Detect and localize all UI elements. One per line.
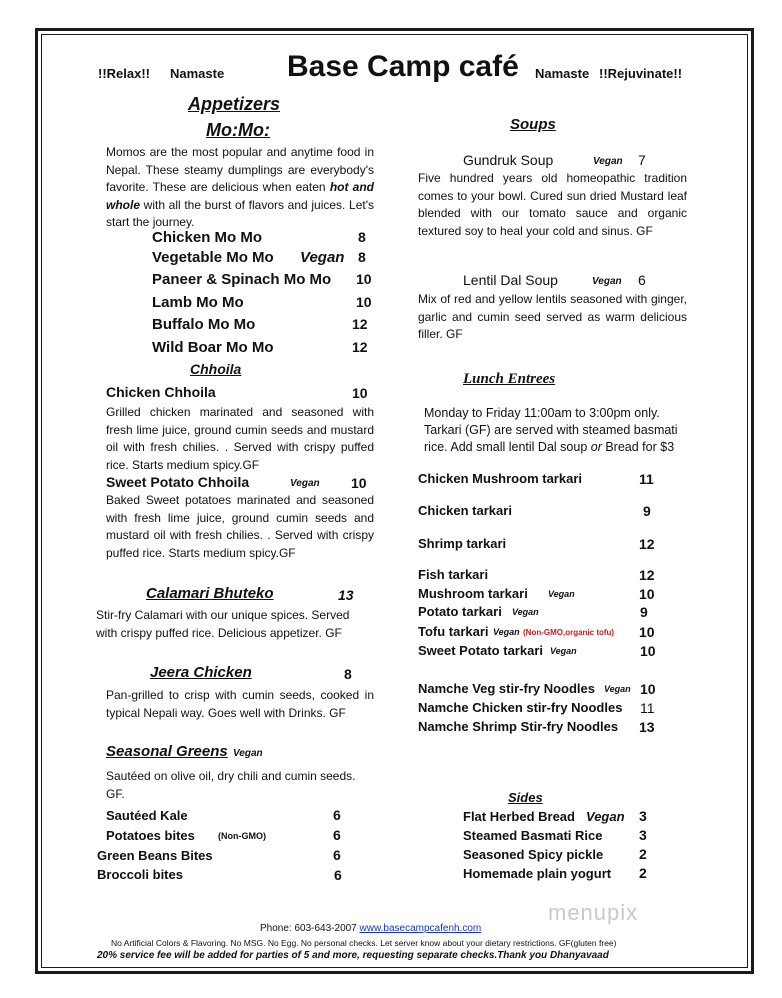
vegan-badge: Vegan	[550, 646, 577, 656]
entree-item-name: Sweet Potato tarkari	[418, 643, 543, 658]
momo-item-name: Lamb Mo Mo	[152, 294, 244, 311]
momo-item-name: Buffalo Mo Mo	[152, 316, 256, 333]
entree-item-name: Potato tarkari	[418, 604, 502, 619]
chicken-chhoila-name: Chicken Chhoila	[106, 384, 216, 400]
momo-item-price: 12	[352, 339, 368, 355]
vegan-badge: Vegan	[586, 809, 625, 824]
vegan-badge: Vegan	[290, 478, 320, 489]
gundruk-soup-name: Gundruk Soup	[463, 152, 554, 168]
side-item-name: Homemade plain yogurt	[463, 866, 612, 881]
chicken-chhoila-price: 10	[352, 385, 368, 401]
lentil-soup-price: 6	[638, 272, 646, 288]
page-title: Base Camp café	[287, 50, 519, 83]
vegan-badge: Vegan	[300, 249, 345, 266]
footer-contact	[260, 923, 481, 934]
sweet-potato-chhoila-name: Sweet Potato Chhoila	[106, 474, 250, 490]
lunch-hours: Monday to Friday 11:00am to 3:00pm only.	[424, 406, 660, 420]
greens-item-name: Green Beans Bites	[97, 848, 213, 863]
momo-item-name: Wild Boar Mo Mo	[152, 339, 274, 356]
side-item-name: Seasoned Spicy pickle	[463, 847, 604, 862]
lunch-add-on-note: rice. Add small lentil Dal soup or Bread for $3	[424, 440, 675, 454]
greens-item-name: Potatoes bites	[106, 828, 195, 843]
entree-item-name: Chicken tarkari	[418, 503, 512, 518]
momo-heading: Mo:Mo:	[206, 120, 270, 140]
header-right-greeting: Namaste	[535, 66, 590, 81]
vegan-badge: Vegan	[593, 156, 623, 167]
noodle-item-name: Namche Chicken stir-fry Noodles	[418, 700, 623, 715]
noodle-item-price: 10	[640, 681, 656, 697]
lentil-soup-name: Lentil Dal Soup	[463, 272, 558, 288]
noodle-item-name: Namche Shrimp Stir-fry Noodles	[418, 719, 619, 734]
vegan-badge: Vegan	[592, 276, 622, 287]
gundruk-soup-description: Five hundred years old homeopathic tradition comes to your bowl. Cured sun dried Mustard leaf blended with our tomato sauce and organic textured soy to heal your cold and sinus. GF	[418, 171, 687, 238]
chhoila-heading: Chhoila	[190, 361, 242, 377]
entree-item-name: Chicken Mushroom tarkari	[418, 471, 582, 486]
momo-item-price: 8	[358, 229, 366, 245]
side-item-name: Steamed Basmati Rice	[463, 828, 603, 843]
vegan-badge: Vegan	[604, 684, 631, 694]
sweet-potato-chhoila-price: 10	[351, 475, 367, 491]
footer-service-fee: 20% service fee will be added for parties of 5 and more, requesting separate checks.Thank you Dhanyavaad	[97, 950, 609, 961]
jeera-chicken-description: Pan-grilled to crisp with cumin seeds, cooked in typical Nepali way. Goes well with Drinks. GF	[106, 688, 374, 720]
lentil-soup-description: Mix of red and yellow lentils seasoned with ginger, garlic and cumin seed served as warm delicious filler. GF	[418, 292, 687, 341]
header-right-tag: !!Rejuvinate!!	[599, 66, 683, 81]
noodle-item-name: Namche Veg stir-fry Noodles	[418, 681, 595, 696]
jeera-chicken-heading: Jeera Chicken	[150, 664, 252, 681]
momo-item-price: 8	[358, 249, 366, 265]
momo-item-price: 12	[352, 316, 368, 332]
momo-item-price: 10	[356, 271, 372, 287]
lunch-tarkari-note: Tarkari (GF) are served with steamed basmati	[424, 423, 678, 437]
side-item-price: 3	[639, 827, 647, 843]
soups-heading: Soups	[510, 116, 556, 133]
entree-item-price: 9	[640, 604, 648, 620]
vegan-badge: Vegan	[493, 627, 520, 637]
vegan-badge: Vegan	[233, 748, 263, 759]
greens-item-price: 6	[333, 807, 341, 823]
calamari-heading: Calamari Bhuteko	[146, 585, 274, 602]
entree-item-price: 12	[639, 536, 655, 552]
greens-item-price: 6	[334, 867, 342, 883]
momo-description: Momos are the most popular and anytime food in Nepal. These steamy dumplings are everybody's favorite. These are delicious when eaten hot and whole with all the burst of flavors and juices. Let's start the journey.	[106, 145, 375, 229]
momo-item-price: 10	[356, 294, 372, 310]
greens-item-price: 6	[333, 847, 341, 863]
entree-item-name: Fish tarkari	[418, 567, 489, 582]
vegan-badge: Vegan	[512, 607, 539, 617]
vegan-badge: Vegan	[548, 589, 575, 599]
noodle-item-price: 13	[639, 719, 655, 735]
seasonal-greens-description: Sautéed on olive oil, dry chili and cumin seeds. GF.	[106, 769, 356, 801]
greens-item-price: 6	[333, 827, 341, 843]
seasonal-greens-heading: Seasonal Greens	[106, 743, 228, 760]
sweet-potato-chhoila-description: Baked Sweet potatoes marinated and seasoned with fresh lime juice, ground cumin seeds and mustard oil with fresh chilies. . Served with crispy puffed rice. Starts medium spicy.GF	[106, 493, 374, 560]
tofu-note: (Non-GMO,organic tofu)	[523, 628, 615, 637]
chicken-chhoila-description: Grilled chicken marinated and seasoned with fresh lime juice, ground cumin seeds and mustard oil with fresh chilies. . Served with crispy puffed rice. Starts medium spicy.GF	[106, 405, 374, 472]
greens-item-name: Broccoli bites	[97, 867, 183, 882]
watermark-logo: menupix	[548, 900, 639, 925]
gundruk-soup-price: 7	[638, 152, 646, 168]
calamari-description: Stir-fry Calamari with our unique spices. Served with crispy puffed rice. Delicious appetizer. GF	[96, 608, 350, 640]
momo-item-name: Vegetable Mo Mo	[152, 249, 274, 266]
footer-notice: No Artificial Colors & Flavoring. No MSG. No Egg. No personal checks. Let server know about your dietary restrictions. GF(gluten free)	[111, 938, 617, 948]
entree-item-price: 10	[639, 624, 655, 640]
header-left-greeting: Namaste	[170, 66, 225, 81]
lunch-entrees-heading: Lunch Entrees	[463, 371, 556, 387]
calamari-price: 13	[338, 587, 354, 603]
entree-item-name: Shrimp tarkari	[418, 536, 507, 551]
footer-phone: Phone: 603-643-2007	[260, 923, 357, 934]
website-link[interactable]: www.basecampcafenh.com	[359, 923, 482, 934]
entree-item-name: Tofu tarkari	[418, 624, 489, 639]
sides-heading: Sides	[508, 790, 543, 805]
side-item-name: Flat Herbed Bread	[463, 809, 575, 824]
noodle-item-price: 11	[640, 700, 655, 716]
entree-item-price: 9	[643, 503, 651, 519]
appetizers-heading: Appetizers	[188, 94, 281, 114]
entree-item-price: 10	[640, 643, 656, 659]
side-item-price: 3	[639, 808, 647, 824]
entree-item-name: Mushroom tarkari	[418, 586, 528, 601]
greens-item-note: (Non-GMO)	[218, 831, 266, 841]
jeera-chicken-price: 8	[344, 666, 352, 682]
entree-item-price: 11	[639, 471, 654, 487]
side-item-price: 2	[639, 865, 647, 881]
momo-item-name: Paneer & Spinach Mo Mo	[152, 271, 332, 288]
momo-item-name: Chicken Mo Mo	[152, 229, 263, 246]
header-left-tag: !!Relax!!	[98, 66, 151, 81]
entree-item-price: 12	[639, 567, 655, 583]
entree-item-price: 10	[639, 586, 655, 602]
greens-item-name: Sautéed Kale	[106, 808, 188, 823]
side-item-price: 2	[639, 846, 647, 862]
